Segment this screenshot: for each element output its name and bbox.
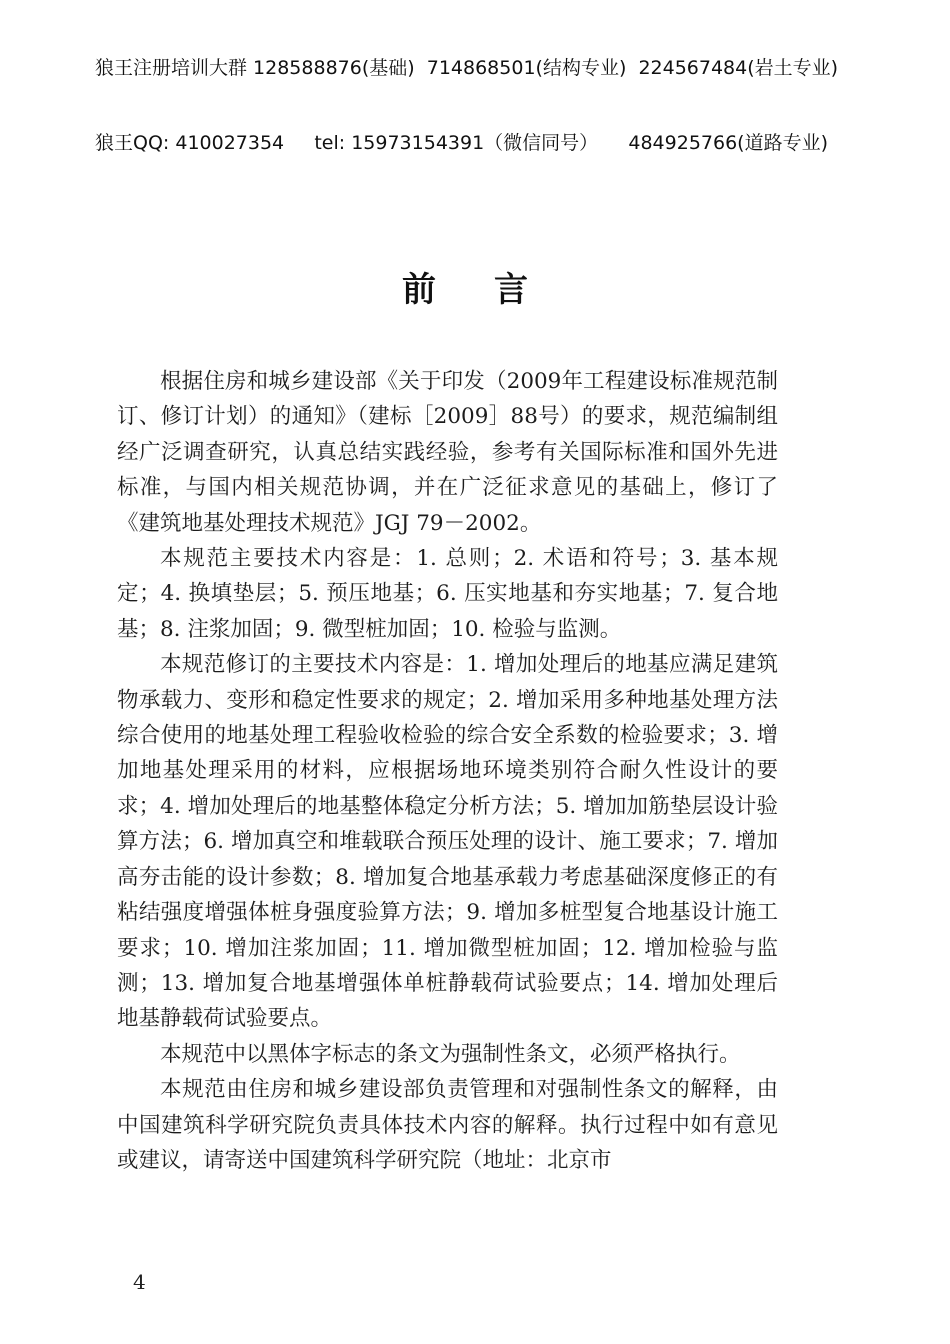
contact-header [95, 6, 838, 181]
page-number: 4 [133, 1270, 146, 1294]
paragraph-management: 本规范由住房和城乡建设部负责管理和对强制性条文的解释，由中国建筑科学研究院负责具体技术内容的解释。执行过程中如有意见或建议，请寄送中国建筑科学研究院（地址：北京市 [117, 1077, 778, 1173]
document-body [117, 364, 778, 1178]
paragraph-main-contents: 本规范主要技术内容是：1. 总则；2. 术语和符号；3. 基本规定；4. 换填垫层；5. 预压地基；6. 压实地基和夯实地基；7. 复合地基；8. 注浆加固；9. 微型桩加固；10. 检验与监测。 [117, 546, 778, 642]
paragraph-basis: 根据住房和城乡建设部《关于印发（2009年工程建设标准规范制订、修订计划）的通知》（建标［2009］88号）的要求，规范编制组经广泛调查研究，认真总结实践经验，参考有关国际标准和国外先进标准，与国内相关规范协调，并在广泛征求意见的基础上，修订了《建筑地基处理技术规范》JGJ 79－2002。 [117, 369, 778, 536]
contact-header-line-1: 狼王注册培训大群 128588876(基础) 714868501(结构专业) 224567484(岩土专业) [95, 57, 839, 79]
paragraph-revision-contents: 本规范修订的主要技术内容是：1. 增加处理后的地基应满足建筑物承载力、变形和稳定性要求的规定；2. 增加采用多种地基处理方法综合使用的地基处理工程验收检验的综合安全系数的检验要求；3. 增加地基处理采用的材料，应根据场地环境类别符合耐久性设计的要求；4. 增加处理后的地基整体稳定分析方法；5. 增加加筋垫层设计验算方法；6. 增加真空和堆载联合预压处理的设计、施工要求；7. 增加高夯击能的设计参数；8. 增加复合地基承载力考虑基础深度修正的有粘结强度增强体桩身强度验算方法；9. 增加多桩型复合地基设计施工要求；10. 增加注浆加固；11. 增加微型桩加固；12. 增加检验与监测；13. 增加复合地基增强体单桩静载荷试验要点；14. 增加处理后地基静载荷试验要点。 [117, 652, 778, 1032]
page-title: 前言 [402, 270, 586, 310]
contact-header-line-2: 狼王QQ: 410027354 tel: 15973154391（微信同号） 484925766(道路专业) [95, 132, 828, 154]
paragraph-mandatory-provisions: 本规范中以黑体字标志的条文为强制性条文，必须严格执行。 [160, 1041, 741, 1067]
